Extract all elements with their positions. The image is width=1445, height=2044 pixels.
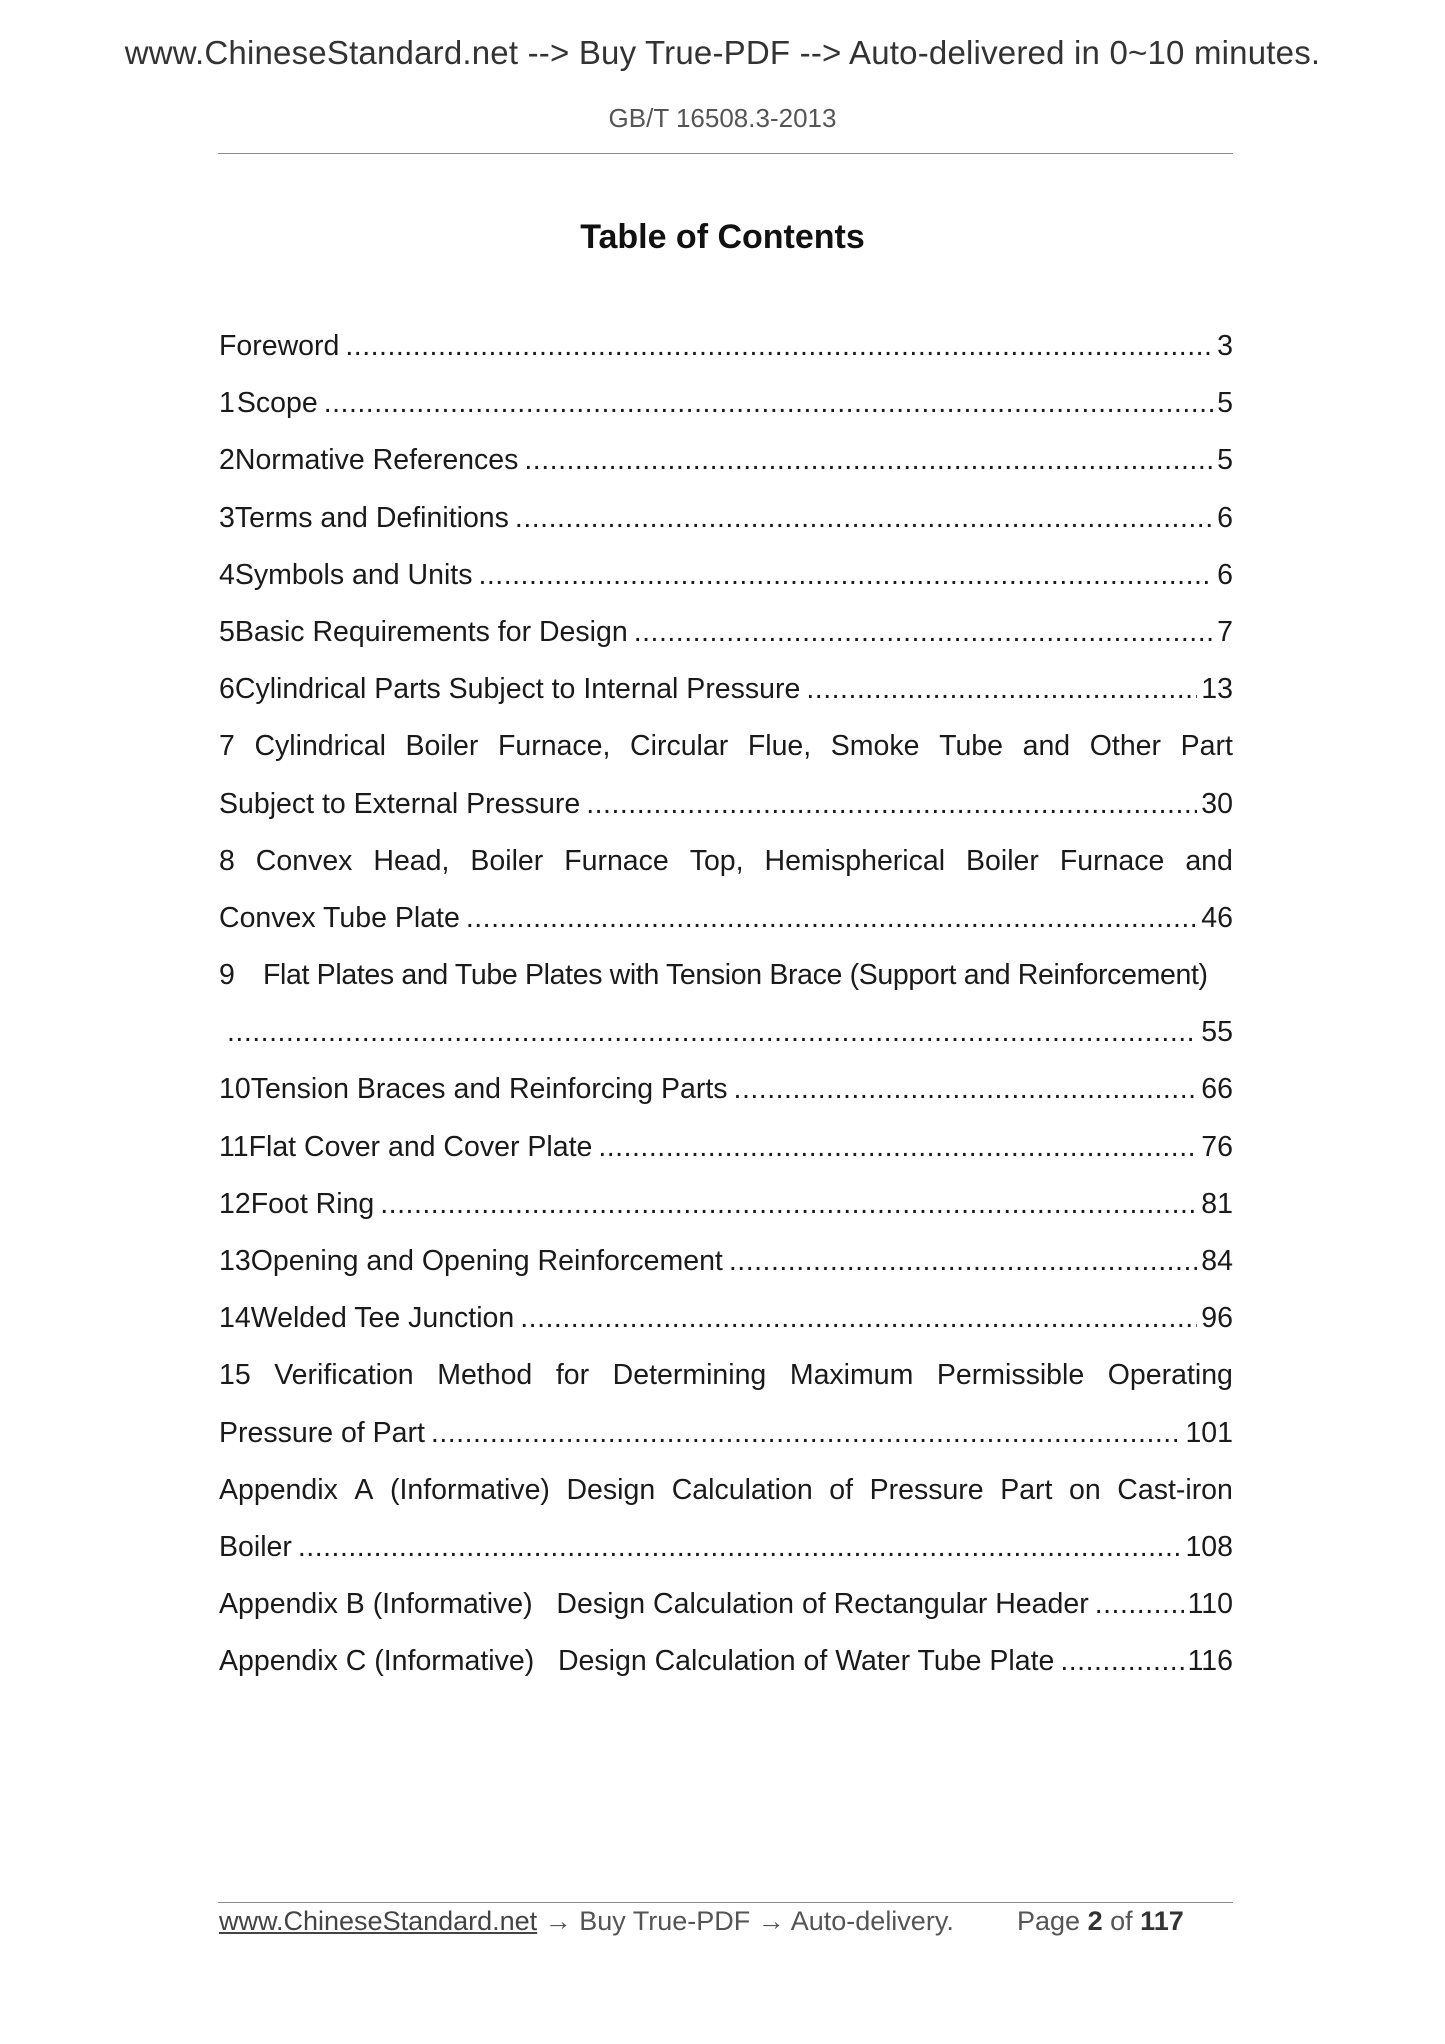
toc-entry-page: 5 <box>1217 387 1233 420</box>
toc-entry-page: 55 <box>1201 1016 1233 1049</box>
toc-entry-9[interactable] <box>219 947 1233 1061</box>
toc-entry-label: Flat Plates and Tube Plates with Tension Brace (Support and Reinforcement) <box>263 959 1208 992</box>
toc-word: Convex <box>255 844 353 877</box>
toc-word: 8 <box>219 844 235 877</box>
toc-entry-14[interactable] <box>219 1290 1233 1347</box>
toc-entry-page: 116 <box>1187 1645 1233 1678</box>
dot-leader <box>729 1233 1197 1290</box>
toc-entry-page: 101 <box>1185 1416 1233 1449</box>
toc-word: Cylindrical <box>254 730 386 763</box>
dot-leader <box>1060 1633 1183 1690</box>
toc-word: and <box>1022 730 1071 763</box>
toc-entry-page: 110 <box>1187 1588 1233 1621</box>
toc-entry-page: 30 <box>1201 787 1233 820</box>
toc-entry-4[interactable] <box>219 547 1233 604</box>
toc-word: Smoke <box>830 730 920 763</box>
toc-word: Part <box>1180 730 1233 763</box>
dot-leader <box>598 1119 1197 1176</box>
toc-entry-label: Cylindrical Parts Subject to Internal Pressure <box>234 673 801 706</box>
toc-word: Boiler <box>470 844 544 877</box>
toc-word: Boiler <box>405 730 479 763</box>
toc-entry-line2 <box>219 890 1233 947</box>
toc-entry-page: 76 <box>1201 1130 1233 1163</box>
toc-entry-number: 3 <box>219 501 235 534</box>
dot-leader <box>586 776 1197 833</box>
dot-leader <box>806 661 1197 718</box>
toc-entry-label: Opening and Opening Reinforcement <box>250 1245 723 1277</box>
toc-word: Appendix <box>219 1473 338 1506</box>
toc-entry-line2 <box>219 776 1233 833</box>
page-label: Page <box>1017 1906 1081 1936</box>
toc-entry-label: Normative References <box>234 444 519 477</box>
toc-entry-line1 <box>219 833 1233 890</box>
toc-entry-10[interactable] <box>219 1061 1233 1118</box>
toc-entry-number: 9 <box>219 959 235 992</box>
toc-word: for <box>555 1359 590 1392</box>
toc-word: 15 <box>219 1359 251 1392</box>
header-divider <box>218 153 1233 154</box>
toc-entry-number: 11 <box>219 1130 249 1163</box>
toc-entry-line1 <box>219 1462 1233 1519</box>
toc-entry-label: Boiler <box>219 1530 292 1563</box>
toc-word: Pressure <box>869 1473 984 1506</box>
dot-leader <box>227 1004 1197 1061</box>
page-of: of <box>1110 1906 1133 1936</box>
toc-entry-number: 6 <box>219 673 235 706</box>
toc-entry-2[interactable] <box>219 432 1233 489</box>
toc-entry-1[interactable] <box>219 375 1233 432</box>
toc-entry-label: Symbols and Units <box>234 558 473 591</box>
toc-entry-line1 <box>219 718 1233 775</box>
toc-entry-label: Welded Tee Junction <box>250 1302 515 1335</box>
toc-entry-page: 13 <box>1201 673 1233 706</box>
dot-leader <box>431 1405 1182 1462</box>
toc-word: Top, <box>689 844 744 877</box>
dot-leader <box>634 604 1213 661</box>
toc-word: Maximum <box>789 1359 914 1392</box>
toc-entry-number: 4 <box>219 558 235 591</box>
toc-entry-number: 12 <box>219 1187 251 1220</box>
top-banner: www.ChineseStandard.net --> Buy True-PDF --> Auto-delivered in 0~10 minutes. <box>124 34 1321 71</box>
toc-entry-label: Pressure of Part <box>219 1416 425 1449</box>
dot-leader <box>734 1061 1198 1118</box>
toc-entry-page: 5 <box>1217 444 1233 477</box>
toc-word: Circular <box>630 730 729 763</box>
toc-entry-number: 1 <box>219 387 235 420</box>
dot-leader <box>1095 1576 1184 1633</box>
toc-entry-page: 66 <box>1201 1073 1233 1106</box>
toc-entry-page: 3 <box>1217 330 1233 362</box>
toc-entry-number: 2 <box>219 444 235 477</box>
toc-word: Other <box>1089 730 1162 763</box>
toc-word: Hemispherical <box>764 844 946 877</box>
toc-entry-page: 81 <box>1201 1187 1233 1220</box>
toc-entry-label: Subject to External Pressure <box>219 787 581 820</box>
dot-leader <box>298 1519 1182 1576</box>
toc-word: A <box>354 1473 374 1506</box>
toc-entry-line2 <box>219 1004 1233 1061</box>
toc-word: Permissible <box>936 1359 1085 1392</box>
toc-entry-label: Foreword <box>219 330 340 362</box>
page-indicator <box>1017 1906 1184 1937</box>
toc-entry-number: 14 <box>219 1302 251 1335</box>
toc-entry-number: 13 <box>219 1245 251 1277</box>
toc-word: Furnace, <box>497 730 611 763</box>
toc-entry-page: 6 <box>1217 501 1233 534</box>
toc-word: on <box>1069 1473 1101 1506</box>
toc-entry-number: 5 <box>219 615 235 648</box>
dot-leader <box>520 1290 1197 1347</box>
page-total: 117 <box>1140 1906 1184 1936</box>
dot-leader <box>515 490 1213 547</box>
toc-entry-3[interactable] <box>219 490 1233 547</box>
toc-entry-label: Convex Tube Plate <box>219 901 460 934</box>
toc-entry-11[interactable] <box>219 1119 1233 1176</box>
toc-entry-number: 10 <box>219 1073 251 1106</box>
page-current: 2 <box>1087 1906 1103 1936</box>
toc-entry-label: Tension Braces and Reinforcing Parts <box>250 1073 728 1106</box>
footer-text: → Buy True-PDF → Auto-delivery. <box>537 1906 954 1936</box>
toc-entry-label: Appendix C (Informative) Design Calculation of Water Tube Plate <box>219 1645 1055 1678</box>
toc-entry-label: Scope <box>236 387 318 420</box>
toc-word: Furnace <box>564 844 669 877</box>
toc-entry-8[interactable] <box>219 833 1233 947</box>
toc-entry-page: 6 <box>1217 558 1233 591</box>
dot-leader <box>466 890 1197 947</box>
toc-word: Cast-iron <box>1117 1473 1233 1506</box>
toc-entry-7[interactable] <box>219 718 1233 832</box>
standard-code: GB/T 16508.3-2013 <box>608 103 837 133</box>
toc-word: Part <box>1000 1473 1053 1506</box>
toc-entry-15[interactable] <box>219 1347 1233 1461</box>
toc-word: of <box>829 1473 854 1506</box>
toc-entry-page: 46 <box>1201 901 1233 934</box>
toc-entry-6[interactable] <box>219 661 1233 718</box>
toc-word: Calculation <box>671 1473 813 1506</box>
toc-entry-appendix-a[interactable] <box>219 1462 1233 1576</box>
footer <box>219 1906 1233 1937</box>
toc-entry-label: Basic Requirements for Design <box>234 615 628 648</box>
toc-word: Design <box>566 1473 656 1506</box>
toc-entry-appendix-b[interactable] <box>219 1576 1233 1633</box>
toc-entry-label: Appendix B (Informative) Design Calculation of Rectangular Header <box>219 1588 1089 1621</box>
toc-entry-line2 <box>219 1519 1233 1576</box>
page-title: Table of Contents <box>580 218 865 256</box>
toc-word: Head, <box>373 844 450 877</box>
table-of-contents <box>219 318 1233 1691</box>
dot-leader <box>380 1176 1197 1233</box>
toc-word: Operating <box>1107 1359 1233 1392</box>
toc-word: Boiler <box>966 844 1039 877</box>
toc-entry-12[interactable] <box>219 1176 1233 1233</box>
toc-entry-5[interactable] <box>219 604 1233 661</box>
toc-entry-13[interactable] <box>219 1233 1233 1290</box>
dot-leader <box>524 432 1213 489</box>
toc-word: Verification <box>274 1359 414 1392</box>
toc-entry-line1 <box>219 1347 1233 1404</box>
toc-entry-foreword[interactable] <box>219 318 1233 375</box>
toc-word: Tube <box>939 730 1003 763</box>
footer-divider <box>218 1902 1233 1903</box>
toc-entry-label: Flat Cover and Cover Plate <box>248 1130 593 1163</box>
toc-word: and <box>1185 844 1233 877</box>
toc-entry-line2 <box>219 1405 1233 1462</box>
toc-entry-label: Foot Ring <box>250 1187 375 1220</box>
toc-word: Flue, <box>747 730 812 763</box>
toc-entry-page: 108 <box>1185 1530 1233 1563</box>
toc-entry-line1 <box>219 947 1243 1004</box>
toc-word: 7 <box>219 730 235 763</box>
toc-word: (Informative) <box>389 1473 550 1506</box>
toc-word: Determining <box>612 1359 767 1392</box>
toc-entry-appendix-c[interactable] <box>219 1633 1233 1690</box>
toc-entry-page: 7 <box>1217 615 1233 648</box>
footer-link[interactable]: www.ChineseStandard.net <box>219 1906 538 1936</box>
toc-entry-page: 84 <box>1201 1245 1233 1277</box>
toc-word: Furnace <box>1059 844 1165 877</box>
toc-entry-label: Terms and Definitions <box>234 501 509 534</box>
dot-leader <box>324 375 1213 432</box>
dot-leader <box>478 547 1213 604</box>
toc-word: Method <box>437 1359 533 1392</box>
dot-leader <box>345 318 1213 375</box>
toc-entry-page: 96 <box>1201 1302 1233 1335</box>
